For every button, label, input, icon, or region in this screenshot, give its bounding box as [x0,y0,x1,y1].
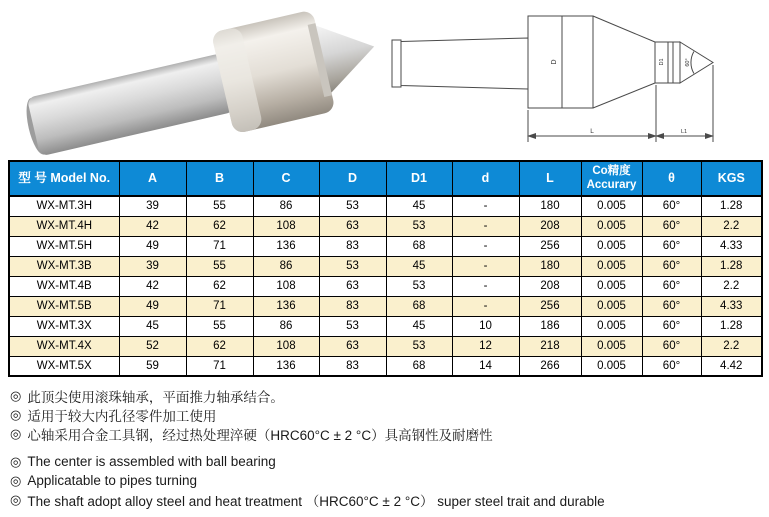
shank-tang [392,40,401,87]
drawing-outline [392,16,713,142]
cell-value: 49 [119,236,186,256]
spec-table [8,160,763,377]
cell-value: 55 [186,316,253,336]
cell-value: 108 [253,216,319,236]
table-row [9,296,762,316]
cell-model: WX-MT.3H [9,196,119,216]
body-rect [528,16,593,108]
col-header-d-upper: D [319,161,386,196]
cell-value: 4.33 [701,296,762,316]
cell-value: 218 [519,336,581,356]
col-header-a: A [119,161,186,196]
cell-model: WX-MT.3X [9,316,119,336]
cell-value: 0.005 [581,216,642,236]
cell-value: 1.28 [701,256,762,276]
cell-value: 4.42 [701,356,762,376]
cell-value: 59 [119,356,186,376]
cell-value: 63 [319,336,386,356]
cell-value: 0.005 [581,196,642,216]
table-row [9,256,762,276]
cell-value: 83 [319,356,386,376]
note-line [10,471,769,490]
cell-value: 186 [519,316,581,336]
bullet-icon: ◎ [10,473,22,488]
shank-taper [401,38,528,89]
cell-value: 49 [119,296,186,316]
cell-value: 60° [642,256,701,276]
note-line [10,424,769,443]
label-L: L [590,128,594,135]
cell-value: - [452,276,519,296]
label-L1: L1 [680,129,688,135]
cell-value: 62 [186,276,253,296]
bullet-icon: ◎ [10,492,22,507]
bullet-icon: ◎ [10,454,22,469]
table-row [9,276,762,296]
cell-value: - [452,296,519,316]
col-header-theta: θ [642,161,701,196]
table-row [9,316,762,336]
cell-value: 0.005 [581,256,642,276]
cell-value: 86 [253,196,319,216]
cell-value: - [452,216,519,236]
cell-value: 108 [253,276,319,296]
cell-value: 68 [386,356,452,376]
table-row [9,216,762,236]
cell-value: 60° [642,196,701,216]
note-text: 适用于较大内孔径零件加工使用 [27,408,217,424]
angle-arc [691,52,694,74]
cell-model: WX-MT.4X [9,336,119,356]
notes-cn [10,386,769,443]
cone-bottom-line [593,83,655,108]
cell-model: WX-MT.5X [9,356,119,376]
cell-value: 83 [319,296,386,316]
cell-value: 208 [519,216,581,236]
cell-value: 60° [642,336,701,356]
cell-value: 108 [253,336,319,356]
cell-value: 12 [452,336,519,356]
cell-value: 136 [253,356,319,376]
cell-value: 45 [386,256,452,276]
col-header-d1: D1 [386,161,452,196]
cell-value: 60° [642,316,701,336]
cell-value: 53 [386,276,452,296]
cell-value: 39 [119,196,186,216]
cell-model: WX-MT.4H [9,216,119,236]
cell-value: 60° [642,356,701,376]
cell-value: 0.005 [581,316,642,336]
live-center-body [17,4,380,158]
col-header-c: C [253,161,319,196]
shank-cylinder [27,53,235,156]
note-line [10,386,769,405]
notes-en [10,452,769,509]
table-row [9,196,762,216]
note-line [10,405,769,424]
table-row [9,336,762,356]
note-line [10,490,769,509]
note-line [10,452,769,471]
cell-value: 71 [186,356,253,376]
cell-value: 63 [319,216,386,236]
cell-value: 52 [119,336,186,356]
bullet-icon: ◎ [10,426,22,441]
note-text: The center is assembled with ball bearing [27,454,276,469]
cell-value: 180 [519,256,581,276]
cell-value: 86 [253,316,319,336]
cell-value: 53 [319,196,386,216]
cell-value: 0.005 [581,236,642,256]
spec-table-body [9,196,762,376]
cell-value: 2.2 [701,216,762,236]
cell-model: WX-MT.5B [9,296,119,316]
bullet-icon: ◎ [10,388,22,403]
cell-value: 60° [642,296,701,316]
cell-value: 2.2 [701,276,762,296]
cell-value: 53 [386,216,452,236]
cell-value: 136 [253,236,319,256]
cell-value: - [452,256,519,276]
cell-value: 45 [386,316,452,336]
note-text: 此顶尖使用滚珠轴承，平面推力轴承结合。 [27,389,284,405]
cell-value: 256 [519,236,581,256]
note-text: The shaft adopt alloy steel and heat treatment （HRC60°C ± 2 °C） super steel trait and durable [27,493,605,509]
product-photo [8,4,380,158]
bullet-icon: ◎ [10,407,22,422]
technical-drawing [385,2,765,156]
cell-value: 0.005 [581,336,642,356]
cell-value: 45 [386,196,452,216]
cell-value: 2.2 [701,336,762,356]
label-D: D [551,59,558,65]
cell-value: 53 [319,316,386,336]
cell-value: 14 [452,356,519,376]
cell-value: 180 [519,196,581,216]
cell-value: 68 [386,236,452,256]
cell-value: 0.005 [581,296,642,316]
cell-value: 60° [642,216,701,236]
col-header-model: 型 号 Model No. [9,161,119,196]
cell-value: 42 [119,216,186,236]
label-D1: D1 [659,58,665,66]
table-header-row [9,161,762,196]
cell-value: 0.005 [581,276,642,296]
cell-model: WX-MT.4B [9,276,119,296]
cell-value: 53 [386,336,452,356]
col-header-d-lower: d [452,161,519,196]
cell-value: 42 [119,276,186,296]
cell-value: 60° [642,276,701,296]
col-header-l: L [519,161,581,196]
cell-value: 136 [253,296,319,316]
cell-value: 1.28 [701,316,762,336]
cell-value: 71 [186,296,253,316]
cell-value: 266 [519,356,581,376]
table-row [9,356,762,376]
cell-value: 39 [119,256,186,276]
label-angle: 60° [685,58,691,67]
note-text: Applicatable to pipes turning [27,473,197,488]
cell-value: 4.33 [701,236,762,256]
cell-value: 45 [119,316,186,336]
cell-value: 71 [186,236,253,256]
cell-value: 83 [319,236,386,256]
cell-value: - [452,236,519,256]
col-header-accuracy: Co精度 Accurary [581,161,642,196]
cell-model: WX-MT.3B [9,256,119,276]
cell-value: 53 [319,256,386,276]
cell-value: 256 [519,296,581,316]
cell-value: 60° [642,236,701,256]
cone-top-line [593,16,655,42]
note-text: 心轴采用合金工具钢，经过热处理淬硬（HRC60°C ± 2 °C）具高钢性及耐磨性 [27,427,493,443]
col-header-b: B [186,161,253,196]
cell-value: 55 [186,196,253,216]
cell-model: WX-MT.5H [9,236,119,256]
cell-value: 63 [319,276,386,296]
cell-value: 68 [386,296,452,316]
cell-value: 62 [186,216,253,236]
cell-value: 208 [519,276,581,296]
cell-value: 55 [186,256,253,276]
cell-value: 62 [186,336,253,356]
figures-section [0,0,769,158]
cell-value: 1.28 [701,196,762,216]
cell-value: 0.005 [581,356,642,376]
cell-value: - [452,196,519,216]
col-header-kgs: KGS [701,161,762,196]
cell-value: 10 [452,316,519,336]
cell-value: 86 [253,256,319,276]
table-row [9,236,762,256]
